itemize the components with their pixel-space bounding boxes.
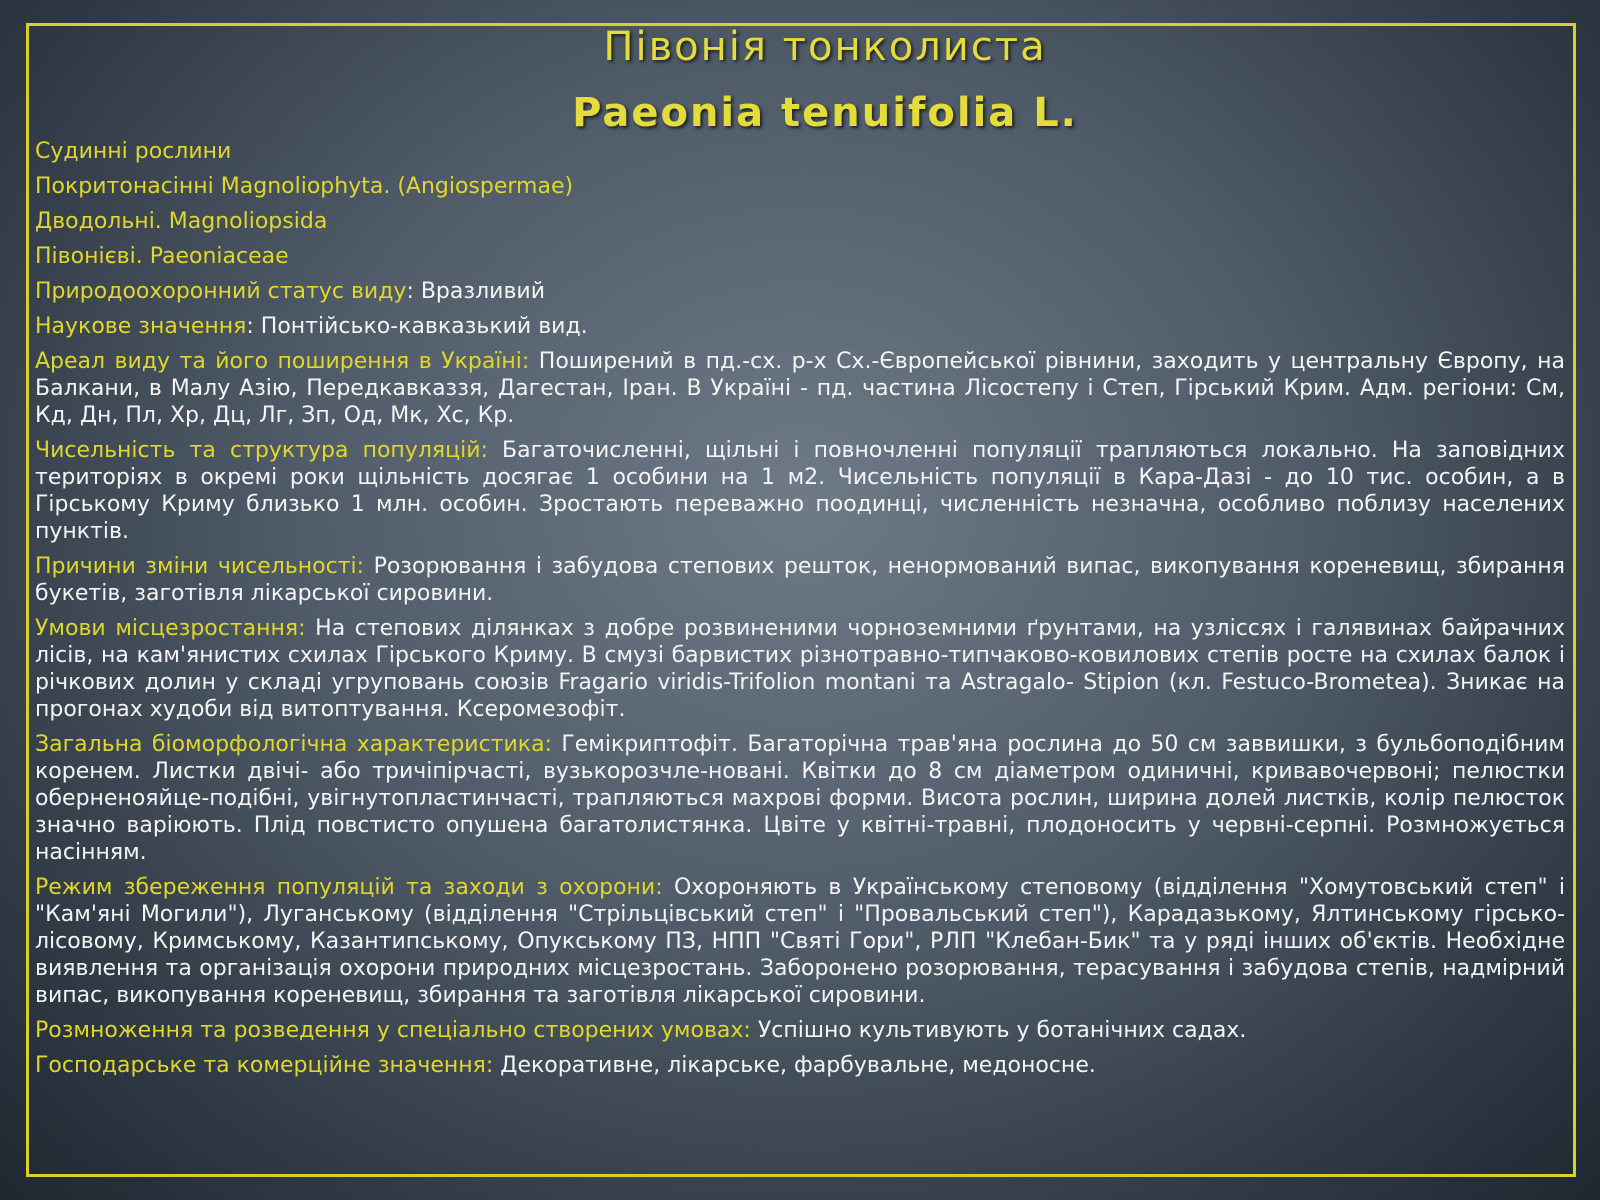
section-value: Гемікриптофіт. Багаторічна трав'яна рослина до 50 см заввишки, з бульбоподібним коренем. Листки двічі- або тричіпірчасті, вузькорозчле-новані. Квітки до 8 см діаметром одиничні, кривавочервоні; пелюстки оберненояйце-подібні, увігнутопластинчасті, трапляються махрові форми. Висота рослин, ширина долей листків, колір пелюсток значно варіюють. Плід повстисто опушена багатолистянка. Цвіте у квітні-травні, плодоносить у червні-серпні. Розмножується насінням. <box>35 732 1566 865</box>
section-value: Поширений в пд.-сх. р-х Сх.-Європейської рівнини, заходить у центральну Європу, на Балкани, в Малу Азію, Передкавказзя, Дагестан, Іран. В Україні - пд. частина Лісостепу і Степ, Гірський Крим. Адм. регіони: См, Кд, Дн, Пл, Хр, Дц, Лг, Зп, Од, Мк, Хс, Кр. <box>35 349 1565 428</box>
section-cultivation <box>35 1017 1565 1044</box>
taxonomy-phylum: Покритонасінні Magnoliophyta. (Angiospermae) <box>35 174 574 199</box>
title-latin-name: Paeonia tenuifolia L. <box>572 90 1078 136</box>
section-value: Багаточисленні, щільні і повночленні популяції трапляються локально. На заповідних територіях в окремі роки щільність досягає 1 особини на 1 м2. Чисельність популяції в Кара-Дазі - до 10 тис. особин, а в Гірському Криму близько 1 млн. особин. Зростають переважно поодинці, численність незначна, особливо поблизу населених пунктів. <box>35 438 1565 544</box>
taxonomy-family: Півонієві. Paeoniaceae <box>35 244 289 269</box>
section-population <box>35 437 1565 545</box>
section-label: Наукове значення <box>35 314 247 339</box>
title-common-name: Півонія тонколиста <box>603 24 1047 70</box>
section-decline-causes <box>35 553 1565 607</box>
section-label: Загальна біоморфологічна характеристика: <box>35 732 552 757</box>
section-protection-measures <box>35 874 1565 1009</box>
taxonomy-line <box>35 243 1565 270</box>
section-value: Успішно культивують у ботанічних садах. <box>750 1018 1247 1043</box>
section-economic-value <box>35 1052 1565 1079</box>
section-label: Чисельність та структура популяцій: <box>35 438 488 463</box>
slide-title <box>0 14 1600 146</box>
taxonomy-line <box>35 173 1565 200</box>
section-label: Умови місцезростання: <box>35 616 306 641</box>
section-biomorphology <box>35 731 1565 866</box>
section-label: Природоохоронний статус виду <box>35 279 407 304</box>
taxonomy-line <box>35 208 1565 235</box>
section-label: Причини зміни чисельності: <box>35 554 365 579</box>
section-label: Ареал виду та його поширення в Україні: <box>35 349 530 374</box>
section-value: : Вразливий <box>406 279 546 304</box>
section-value: : Понтійсько-кавказький вид. <box>246 314 588 339</box>
slide-body <box>35 138 1565 1087</box>
section-scientific-value <box>35 313 1565 340</box>
section-range <box>35 348 1565 429</box>
section-value: На степових ділянках з добре розвиненими чорноземними ґрунтами, на узліссях і галявинах байрачних лісів, на кам'янистих схилах Гірського Криму. В смузі барвистих різнотравно-типчаково-ковилових степів росте на схилах балок і річкових долин у складі угруповань союзів Fragario viridis-Trifolion montani та Astragalo- Stipion (кл. Festuco-Brometea). Зникає на прогонах худоби від витоптування. Ксеромезофіт. <box>35 616 1565 722</box>
section-value: Декоративне, лікарське, фарбувальне, медоносне. <box>493 1053 1096 1078</box>
taxonomy-division: Судинні рослини <box>35 139 232 164</box>
section-value: Розорювання і забудова степових решток, ненормований випас, викопування кореневищ, збирання букетів, заготівля лікарської сировини. <box>35 554 1565 606</box>
section-value: Охороняють в Українському степовому (відділення "Хомутовський степ" і "Кам'яні Могили"), Луганському (відділення "Стрільцівський степ" і "Провальський степ"), Карадазькому, Ялтинському гірсько-лісовому, Кримському, Казантипському, Опукському ПЗ, НПП "Святі Гори", РЛП "Клебан-Бик" та у ряді інших об'єктів. Необхідне виявлення та організація охорони природних місцезростань. Заборонено розорювання, терасування і забудова степів, надмірний випас, викопування кореневищ, збирання та заготівля лікарської сировини. <box>35 875 1565 1008</box>
section-habitat <box>35 615 1565 723</box>
section-label: Розмноження та розведення у спеціально створених умовах: <box>35 1018 751 1043</box>
taxonomy-class: Дводольні. Magnoliopsida <box>35 209 328 234</box>
section-label: Господарське та комерційне значення: <box>35 1053 494 1078</box>
taxonomy-line <box>35 138 1565 165</box>
section-label: Режим збереження популяцій та заходи з охорони: <box>35 875 663 900</box>
section-conservation-status <box>35 278 1565 305</box>
